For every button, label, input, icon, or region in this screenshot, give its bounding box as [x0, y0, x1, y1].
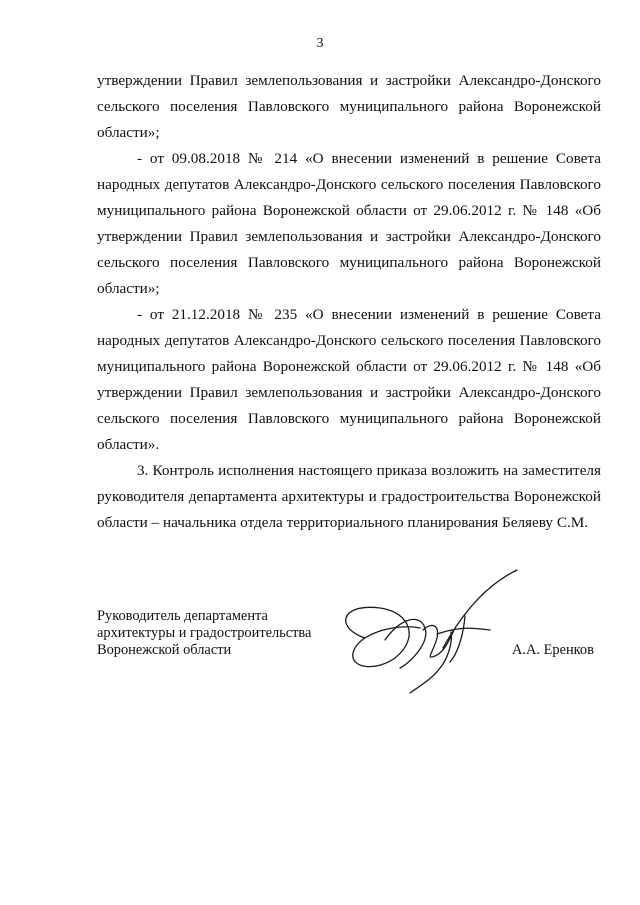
- position-line-2: архитектуры и градостроительства: [97, 625, 312, 641]
- page-number: 3: [316, 36, 324, 51]
- paragraph-item-3: 3. Контроль исполнения настоящего приказа возложить на заместителя руководителя департамента архитектуры и градостроительства Воронежской области – начальника отдела территориального планирования Беляеву С.М.: [97, 462, 601, 531]
- document-body: [97, 68, 601, 536]
- paragraph-decision-235: - от 21.12.2018 № 235 «О внесении изменений в решение Совета народных депутатов Александро-Донского сельского поселения Павловского муниципального района Воронежской области от 29.06.2012 г. № 148 «Об утверждении Правил землепользования и застройки Александро-Донского сельского поселения Павловского муниципального района Воронежской области».: [97, 306, 601, 453]
- paragraph-continuation: утверждении Правил землепользования и застройки Александро-Донского сельского поселения Павловского муниципального района Воронежской области»;: [97, 72, 601, 141]
- position-line-1: Руководитель департамента: [97, 608, 268, 624]
- position-line-3: Воронежской области: [97, 642, 232, 658]
- signatory-name: А.А. Еренков: [512, 642, 594, 658]
- signatory-position: [97, 608, 311, 659]
- handwritten-signature: [325, 568, 525, 698]
- paragraph-decision-214: - от 09.08.2018 № 214 «О внесении изменений в решение Совета народных депутатов Александро-Донского сельского поселения Павловского муниципального района Воронежской области от 29.06.2012 г. № 148 «Об утверждении Правил землепользования и застройки Александро-Донского сельского поселения Павловского муниципального района Воронежской области»;: [97, 150, 601, 297]
